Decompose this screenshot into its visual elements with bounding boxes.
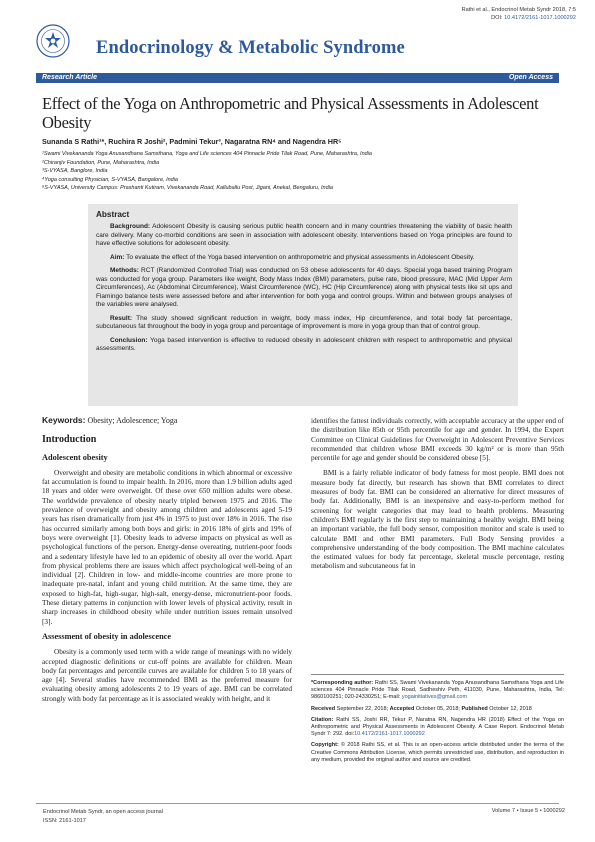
- keywords: [42, 416, 292, 425]
- left-column: [42, 416, 292, 703]
- body-paragraph: Overweight and obesity are metabolic conditions in which abnormal or excessive fat accumulation is found to impair health. In 2016, more than 1.9 billion adults aged 18 years and older were overweight. Of these over 650 million adults were obese. The worldwide prevalence of obesity nearly tripled between 1975 and 2016. The prevalence of overweight and obesity among children and adolescents aged 5-19 years has risen dramatically from just 4% in 1975 to just over 18% in 2016. The rise has occurred similarly among both boys and girls: in 2016 18% of girls and 19% of boys were overweight [1]. Obesity leads to adverse impacts on physical as well as psychological functions of the person. Energy-dense overeating, nutrient-poor foods and a sedentary lifestyle have led to an epidemic of obesity all over the world. Apart from physical problems there are issues which affect psychological well-being of an individual [2]. Children in low- and middle-income countries are more prone to inadequate pre-natal, infant and young child nutrition. At the same time, they are exposed to high-fat, high-sugar, high-salt, energy-dense, micronutrient-poor foods. These dietary patterns in conjunction with lower levels of physical activity, result in sharp increases in childhood obesity while under nutrition issues remain unsolved [3].: [42, 467, 292, 626]
- abstract-text: RCT (Randomized Controlled Trial) was conducted on 53 obese adolescents for 40 days. Special yoga based training Program was conducted for yoga group. Parameters like weight, Body Mass Index (BMI) parameters, pulse rate, blood pressure, MAC (Mid Upper Arm Circumferences), Ac (Abdominal Circumference), Waist Circumference (WC), HC (Hip Circumference) along with physical tests like sit ups and Flamingo balance tests were assessed before and after intervention for both yoga and control groups. Within and between groups analyses of the variables were analysed.: [96, 267, 512, 308]
- abstract-text: The study showed significant reduction in weight, body mass index, Hip circumference, and total body fat percentage, subcutaneous fat throughout the body in yoga group and percentage of improvement is more in yoga group than that of control group.: [96, 314, 512, 330]
- citation: [311, 717, 564, 739]
- citation-text: Rathi SS, Joshi RR, Tekur P, Naratna RN, Nagendra HR (2018) Effect of the Yoga on Anthropometric and Physical Assessments in Adolescent Obesity. A Case Report. Endocrinol Metab Syndr 7: 292. doi:: [311, 716, 564, 738]
- doi-label: DOI:: [491, 15, 503, 21]
- abstract-background: [96, 223, 512, 249]
- article-title: Effect of the Yoga on Anthropometric and Physical Assessments in Adolescent Obesity: [42, 94, 539, 132]
- open-access-label: Open Access: [508, 74, 553, 81]
- article-type-bar: [36, 73, 559, 83]
- article-type-label: Research Article: [42, 74, 97, 81]
- copyright: [311, 742, 564, 764]
- copyright-label: Copyright:: [311, 742, 339, 749]
- running-citation: Rathi et al., Endocrinol Metab Syndr 2018, 7:5: [461, 7, 576, 13]
- right-column: [311, 416, 564, 571]
- affiliation-item: ¹Swami Vivekananda Yoga Anusandhana Samsthana, Yoga and Life sciences 404 Pinnacle Pride Tilak Road, Pune, Maharashtra, India: [42, 151, 372, 157]
- corr-text: Rathi SS, Swami Vivekananda Yoga Anusandhana Samsthana Yoga and Life sciences 404 Pinnacle Pride Tilak Road, Sadheshiv Peth, 411030, Pune, Maharashtra, India, Tel: 9860100251; 020-24330251; E-mail:: [311, 680, 564, 701]
- email-link[interactable]: yogainitiatives@gmail.com: [401, 694, 468, 701]
- affiliation-item: ³S-VYASA, Banglore, India: [42, 168, 108, 174]
- affiliation-item: ⁵S-VYASA, University Campus: Prashanti Kutiram, Vivekananda Road, Kalluballu Post, Jigani, Anekal, Bengaluru, India: [42, 185, 333, 191]
- body-paragraph: Obesity is a commonly used term with a wide range of meanings with no widely accepted diagnostic definitions or cut-off points are available for children. Mean body fat percentages and percentile curves are available for children 5 to 18 years of age [4]. Several studies have recommended BMI as the preferred measure for evaluating obesity among adolescents 2 to 19 years of age. BMI can be correlated strongly with body fat percentage as it is associated weakly with height, and it: [42, 647, 292, 703]
- author-list: Sunanda S Rathi¹*, Ruchira R Joshi², Padmini Tekur³, Nagaratna RN⁴ and Nagendra HR⁵: [42, 137, 342, 146]
- keywords-text: Obesity; Adolescence; Yoga: [85, 416, 178, 425]
- accepted-date: October 05, 2018;: [414, 705, 462, 712]
- dates: [311, 706, 564, 713]
- keywords-label: Keywords:: [42, 415, 86, 425]
- citation-doi-link[interactable]: 10.4172/2161-1017.1000292: [354, 731, 425, 738]
- introduction-heading: Introduction: [42, 434, 97, 446]
- section-heading: Assessment of obesity in adolescence: [42, 631, 172, 641]
- abstract-label: Conclusion:: [110, 336, 148, 344]
- abstract-text: To evaluate the effect of the Yoga based intervention on anthropometric and physical assessments in Adolescent Obesity.: [124, 253, 475, 261]
- affiliations: [42, 150, 372, 193]
- affiliation-item: ²Chiranjiv Foundation, Pune, Maharashtra, India: [42, 159, 160, 166]
- section-heading: Adolescent obesity: [42, 452, 108, 462]
- citation-label: Citation:: [311, 716, 334, 723]
- running-head: [462, 6, 576, 22]
- abstract-methods: [96, 267, 512, 310]
- received-date: September 22, 2018;: [335, 705, 390, 712]
- footer-volume: Volume 7 • Issue 5 • 1000292: [491, 808, 565, 814]
- footer-divider: [36, 803, 559, 804]
- accepted-label: Accepted: [389, 705, 415, 712]
- published-date: October 12, 2018: [487, 705, 532, 712]
- footer-journal-info: [43, 808, 163, 826]
- footer-issn: ISSN: 2161-1017: [43, 818, 86, 824]
- article-info: [311, 674, 564, 768]
- abstract-aim: [96, 254, 512, 263]
- abstract-conclusion: [96, 337, 512, 354]
- published-label: Published: [461, 705, 488, 712]
- abstract-heading: Abstract: [96, 210, 130, 219]
- abstract-text: Adolescent Obesity is causing serious public health concern and in many countries threatening the viability of basic health care delivery. Many co-morbid conditions are seen in association with adolescent obesity. Interventions based on Yoga principles are found to have effective solutions for adolescent obesity.: [96, 223, 512, 247]
- abstract-label: Methods:: [110, 267, 139, 274]
- body-paragraph: identifies the fattest individuals correctly, with acceptable accuracy at the upper end of the distribution like 85th or 95th percentile for age and gender. In 1994, the Expert Committee on Clinical Guidelines for Overweight in Adolescent Preventive Services recommended that children whose BMI exceeds 30 kg/m² or is more than 95th percentile for age and gender should be considered obese [5].: [311, 416, 564, 463]
- copyright-text: © 2018 Rathi SS, et al. This is an open-access article distributed under the terms of the Creative Commons Attribution License, which permits unrestricted use, distribution, and reproduction in any medium, provided the original author and source are credited.: [311, 742, 564, 763]
- affiliation-item: ⁴Yoga consulting Physician, S-VYASA, Bangalore, India: [42, 176, 178, 183]
- abstract-result: [96, 315, 512, 332]
- abstract-label: Background:: [110, 223, 151, 230]
- corresponding-author: [311, 680, 564, 702]
- footer-journal: Endocrinol Metab Syndr, an open access journal: [43, 809, 164, 815]
- body-paragraph: BMI is a fairly reliable indicator of body fatness for most people. BMI does not measure body fat directly, but research has shown that BMI correlates to direct measures of body fat. BMI can be considered an alternative for direct measures of body fat. Additionally, BMI is an inexpensive and easy-to-perform method for screening for weight categories that may lead to health problems. Measuring children's BMI regularly is the first step to maintaining a healthy weight. BMI being an important variable, the full body sensor, composition monitor and scale is used to calculate BMI and other BMI parameters. Full Body Sensing provides a comprehensive understanding of the body composition. The BMI machine calculates the estimated values for body fat percentage, skeletal muscle percentage, resting metabolism and subcutaneous fat in: [311, 468, 564, 571]
- abstract-text: Yoga based intervention is effective to reduced obesity in adolescent children with respect to anthropometric and physical assessments.: [96, 336, 512, 352]
- journal-name: Endocrinology & Metabolic Syndrome: [96, 38, 405, 58]
- abstract-label: Result:: [110, 314, 133, 322]
- abstract-label: Aim:: [110, 253, 125, 261]
- received-label: Received: [311, 705, 336, 712]
- abstract-box: [88, 204, 518, 406]
- doi-link[interactable]: 10.4172/2161-1017.1000292: [504, 15, 576, 21]
- journal-seal-logo: [36, 24, 70, 58]
- corr-label: *Corresponding author:: [311, 680, 374, 686]
- running-doi: [462, 14, 576, 22]
